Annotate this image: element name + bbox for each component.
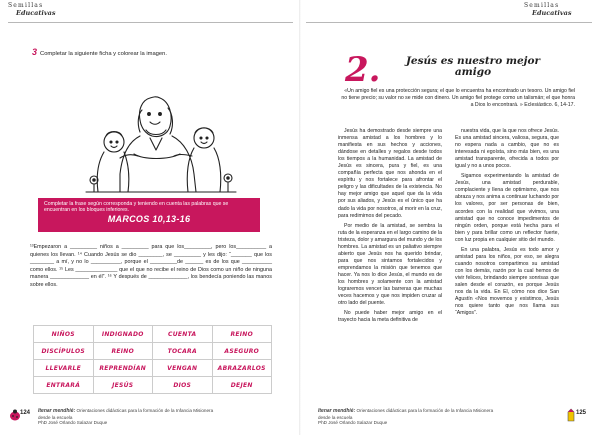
brand-line1: Semillas [8, 2, 44, 9]
footer-subtitle-right: Orientaciones didácticas para la formación de la Infancia Misionera [356, 408, 494, 413]
word-bank-cell [94, 377, 154, 394]
footer-subtitle-left: Orientaciones didácticas para la formación de la Infancia Misionera [76, 408, 214, 413]
paragraph: No puede haber mejor amigo en el trayecto hacia la meta definitiva de [338, 310, 442, 324]
word-bank-word: ABRAZARLOS [217, 364, 266, 372]
word-bank-cell [213, 326, 273, 343]
page-number-left: 124 [20, 410, 31, 416]
book-gutter [299, 0, 301, 435]
word-bank-word: DEJEN [230, 381, 253, 389]
word-bank-cell [94, 360, 154, 377]
word-bank-word: REINO [230, 330, 254, 338]
footer-left [38, 408, 258, 426]
brand-line2: Educativas [16, 9, 56, 17]
word-bank-cell [153, 360, 213, 377]
paragraph: En una palabra, Jesús es todo amor y amistad para los niños, por eso, se alegra cuando nosotros compartimos su amistad con los demás, razón por la cual hemos de vivir felices, brindando siempre sonrisas que salen desde el corazón, es porque Jesús nos da la vida. En El, cómo nos dice San Agustín «Nos movemos y existimos, Jesús nos quiere tanto que nos llama sus “Amigos”. [455, 246, 559, 317]
header-rule-right [306, 22, 592, 23]
word-bank-word: NIÑOS [51, 330, 75, 338]
word-bank-word: REPRENDÍAN [99, 364, 147, 372]
task-heading [32, 47, 167, 57]
instruction-box [38, 198, 260, 232]
word-bank-word: ENTRARÁ [46, 381, 81, 389]
brand-logo-right [524, 2, 572, 17]
word-bank-cell [213, 343, 273, 360]
word-bank-cell [153, 326, 213, 343]
coloring-illustration-jesus-with-children [80, 84, 240, 194]
footer-author-right: PhD José Orlando Salazar Duque [318, 420, 388, 426]
word-bank-cell [34, 377, 94, 394]
word-bank-cell [34, 360, 94, 377]
word-bank-cell [34, 343, 94, 360]
paragraph: Jesús ha demostrado desde siempre una inmensa amistad a los hombres y lo manifiesta en sus hechos y acciones, dándose en detalles y regalos desde todos los tiempos a la humanidad. La amistad de Jesús es sincera, pura y fiel, es una compañía perfecta que nos ahonda en el espíritu y nos fortalece para afrontar el peligro y las dificultades de la existencia. No hay mejor amigo que aquel que da la vida por sus aliados, y Jesús es el único que ha dado la vida por nosotros, al morir en la cruz, para redimirnos del pecado. [338, 128, 442, 219]
word-bank-word: ASEGURO [224, 347, 260, 355]
pencil-icon [566, 408, 576, 422]
footer-series-left: Itenar mendhié: [38, 408, 76, 414]
word-bank-cell [213, 377, 273, 394]
section-number: 2. [345, 50, 381, 90]
footer-series-right: Itenar mendhié: [318, 408, 356, 414]
word-bank-cell [94, 326, 154, 343]
page-number-right: 125 [576, 410, 587, 416]
word-bank-cell [34, 326, 94, 343]
brand-logo-left [8, 2, 56, 17]
word-bank-word: LLEVARLE [45, 364, 82, 372]
epigraph-quote: «Un amigo fiel es una protección segura; el que lo encuentra ha encontrado un tesoro. Un amigo fiel no tiene precio; su valor no se mide con dinero. Un amigo fiel protege como un talismán; el que honra a Dios lo encontrará. » Eclesiástico. 6, 14-17. [341, 88, 575, 109]
footer-line2-right: desde la escuela [318, 414, 353, 420]
footer-right [318, 408, 538, 426]
text-column-2 [455, 128, 559, 320]
text-column-1 [338, 128, 442, 327]
word-bank-cell [153, 343, 213, 360]
footer-line2-left: desde la escuela [38, 414, 73, 420]
word-bank-grid [33, 325, 272, 394]
fill-in-the-blanks-text: ¹³Empezaron a _________ niños a _________ para que los_________, pero los__________ a quienes los llevan. ¹⁴ Cuando Jesús se dio ________, se _________ y les dijo: “_______ que los ________ a mí, y no lo __________, porque el _________de ______ es de los que __________ como ellos. ¹⁵ Les ______________ que el que no recibe el reino de Dios como un niño de ninguna manera _____________ en él”. ¹⁶ Y después de _____________, los bendecía poniendo las manos sobre ellos. [30, 244, 272, 288]
word-bank-word: INDIGNADO [101, 330, 144, 338]
word-bank-word: DISCÍPULOS [41, 347, 85, 355]
paragraph: Sigamos experimentando la amistad de Jesús, una amistad perdurable, complaciente y llena de optimismo, que nos abraza y nos anima a continuar luchando por los valores, por ser personas de bien, acordes con la realidad que vivimos, una amistad que no conoce impedimentos de ningún orden, porque está hecha para el bien y para brillar como un reflector fuerte, con luz propia en cualquier sitio del mundo. [455, 173, 559, 243]
word-bank-word: TOCARA [167, 347, 197, 355]
word-bank-cell [153, 377, 213, 394]
chapter-title: Jesús es nuestro mejor amigo [405, 55, 541, 78]
paragraph: nuestra vida, que la que nos ofrece Jesús. Es una amistad sincera, valiosa, segura, que no espera nada a cambio, que no es interesada ni egoísta, sino más bien, es una amistad transparente, ofrecida a todos por igual y no a unos pocos. [455, 128, 559, 170]
word-bank-word: VENGAN [167, 364, 198, 372]
task-number: 3 [32, 47, 38, 57]
word-bank-cell [94, 343, 154, 360]
brand-line1: Semillas [524, 2, 560, 9]
word-bank-word: JESÚS [112, 381, 134, 389]
scripture-reference: MARCOS 10,13-16 [107, 214, 191, 225]
footer-author-left: PhD José Orlando Salazar Duque [38, 420, 108, 426]
word-bank-word: REINO [111, 347, 135, 355]
instruction-text: Completar la frase según corresponda y teniendo en cuenta las palabras que se encuentran en los bloques inferiores. [44, 201, 229, 214]
task-text: Completar la siguiente ficha y colorear la imagen. [40, 51, 167, 57]
brand-line2: Educativas [532, 9, 572, 17]
word-bank-cell [213, 360, 273, 377]
header-rule-left [8, 22, 293, 23]
word-bank-word: CUENTA [168, 330, 197, 338]
paragraph: Por medio de la amistad, se sembra la ruta de la esperanza en el largo camino de la tristeza, dolor y amargura del mundo y de los hombres. La amistad es un paliativo siempre abierto que Jesús nos ha querido brindar, para que nos sintamos fortalecidos y emprendamos la misión que tenemos que hacer. Ya nos lo dice Jesús, el mundo es de los hombres y solamente con la amistad lograremos vencer las barreras que muchas veces hacemos y que nos impiden cruzar al otro lado del puente. [338, 222, 442, 307]
word-bank-word: DIOS [173, 381, 192, 389]
